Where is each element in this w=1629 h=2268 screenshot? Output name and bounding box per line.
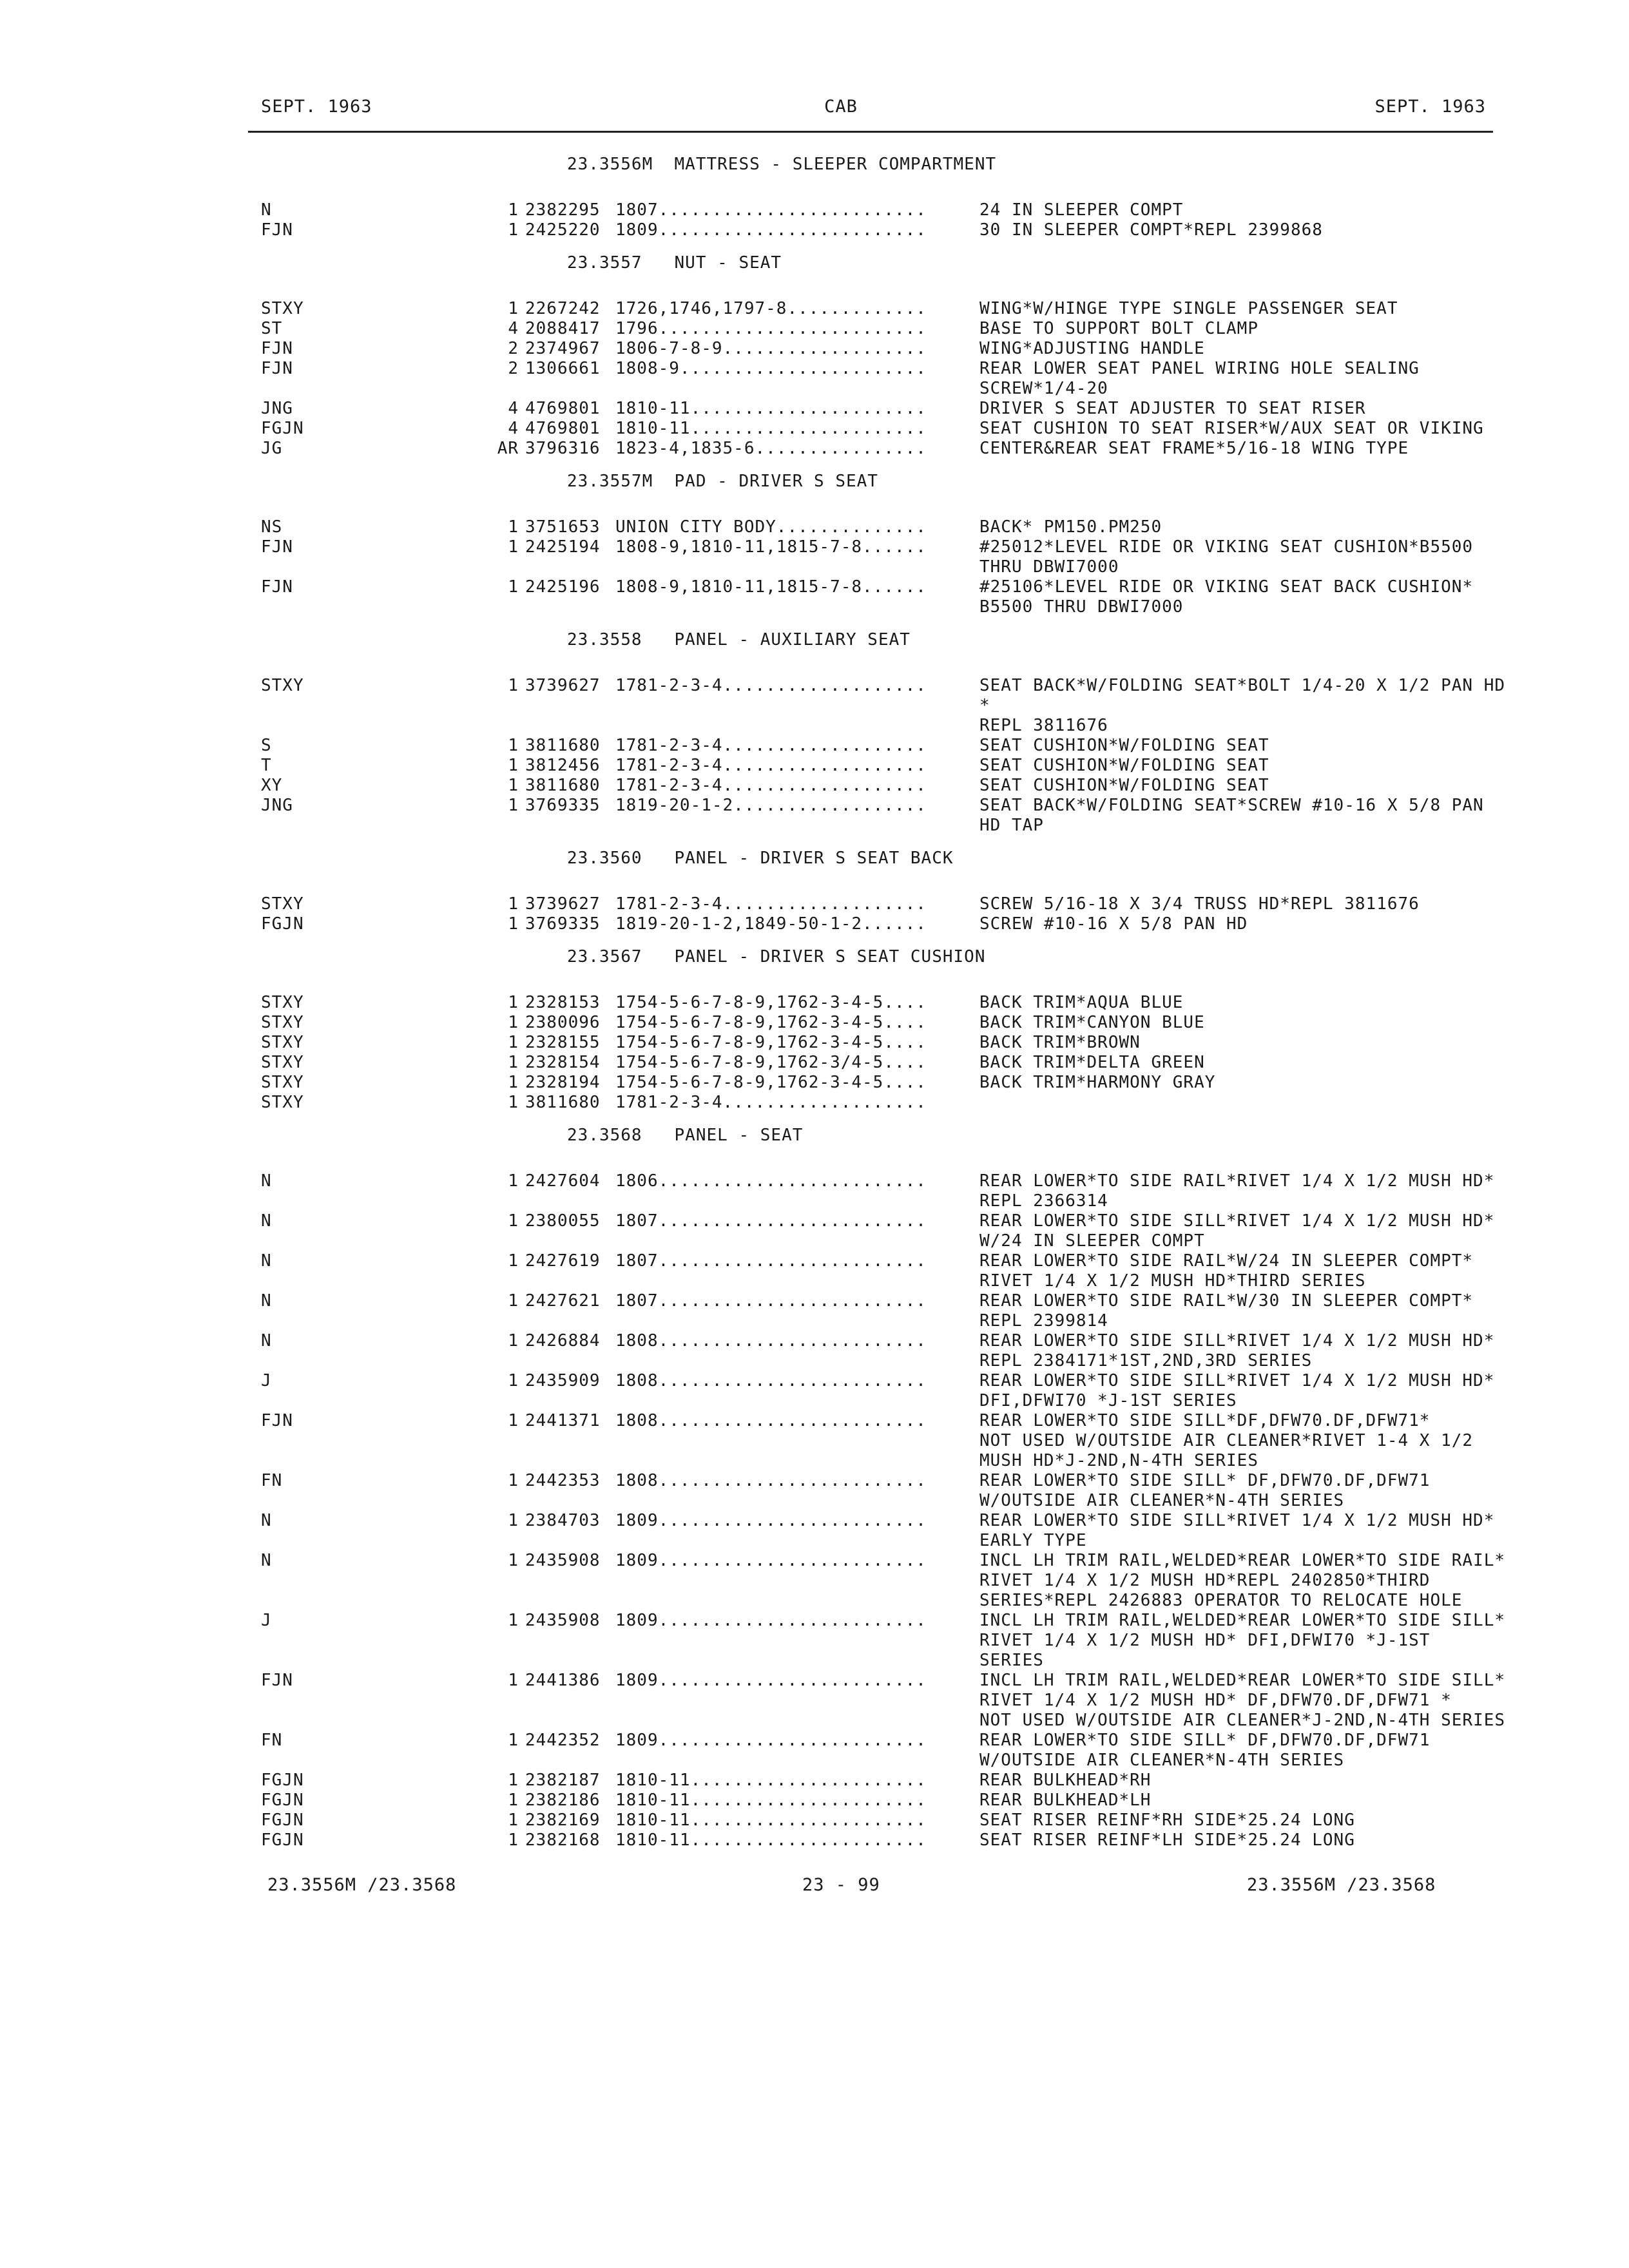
- part-entry: [261, 796, 1498, 836]
- description: #25106*LEVEL RIDE OR VIKING SEAT BACK CUSHION* B5500 THRU DBWI7000: [979, 577, 1474, 617]
- page-header: [0, 0, 1629, 142]
- description: SCREW #10-16 X 5/8 PAN HD: [979, 914, 1248, 934]
- description: REAR LOWER*TO SIDE SILL*RIVET 1/4 X 1/2 MUSH HD* EARLY TYPE: [979, 1511, 1495, 1550]
- part-number: 4769801: [525, 419, 601, 438]
- model-code: FGJN: [261, 914, 304, 934]
- model-code: J: [261, 1371, 272, 1390]
- quantity: AR: [497, 439, 519, 458]
- part-number: 2435909: [525, 1371, 601, 1390]
- model-usage: 1808.........................: [615, 1371, 927, 1390]
- part-number: 2426884: [525, 1331, 601, 1350]
- model-usage: 1809.........................: [615, 1611, 927, 1630]
- part-entry: [261, 577, 1498, 617]
- model-code: FGJN: [261, 1791, 304, 1810]
- quantity: 1: [508, 220, 519, 240]
- model-usage: 1807.........................: [615, 1251, 927, 1271]
- part-entry: [261, 1251, 1498, 1291]
- part-entry: [261, 299, 1498, 319]
- model-code: N: [261, 200, 272, 220]
- model-code: STXY: [261, 1033, 304, 1052]
- quantity: 1: [508, 1171, 519, 1191]
- section-title: 23.3568 PANEL - SEAT: [567, 1126, 804, 1145]
- quantity: 1: [508, 1053, 519, 1072]
- model-usage: 1808-9.......................: [615, 359, 927, 378]
- part-number: 2427604: [525, 1171, 601, 1191]
- description: REAR LOWER*TO SIDE RAIL*RIVET 1/4 X 1/2 MUSH HD* REPL 2366314: [979, 1171, 1495, 1211]
- quantity: 1: [508, 517, 519, 537]
- model-usage: 1808-9,1810-11,1815-7-8......: [615, 577, 927, 597]
- model-code: ST: [261, 319, 283, 338]
- part-entry: [261, 220, 1498, 240]
- model-usage: 1781-2-3-4...................: [615, 776, 927, 795]
- model-usage: 1810-11......................: [615, 1771, 927, 1790]
- description: REAR LOWER*TO SIDE SILL* DF,DFW70.DF,DFW71 W/OUTSIDE AIR CLEANER*N-4TH SERIES: [979, 1731, 1431, 1770]
- model-code: FGJN: [261, 1831, 304, 1850]
- description: CENTER&REAR SEAT FRAME*5/16-18 WING TYPE: [979, 439, 1409, 458]
- model-usage: 1819-20-1-2..................: [615, 796, 927, 815]
- part-number: 3739627: [525, 676, 601, 695]
- model-code: FJN: [261, 1671, 293, 1690]
- model-usage: 1809.........................: [615, 1731, 927, 1750]
- description: REAR LOWER*TO SIDE RAIL*W/24 IN SLEEPER COMPT* RIVET 1/4 X 1/2 MUSH HD*THIRD SERIES: [979, 1251, 1474, 1291]
- model-usage: 1781-2-3-4...................: [615, 676, 927, 695]
- model-code: FJN: [261, 359, 293, 378]
- description: 24 IN SLEEPER COMPT: [979, 200, 1184, 220]
- model-usage: 1819-20-1-2,1849-50-1-2......: [615, 914, 927, 934]
- part-number: 3751653: [525, 517, 601, 537]
- quantity: 4: [508, 399, 519, 418]
- description: BACK TRIM*CANYON BLUE: [979, 1013, 1205, 1032]
- part-entry: [261, 1211, 1498, 1251]
- part-number: 2328155: [525, 1033, 601, 1052]
- description: INCL LH TRIM RAIL,WELDED*REAR LOWER*TO SIDE SILL* RIVET 1/4 X 1/2 MUSH HD* DF,DFW70.DF,DFW71 * NOT USED W/OUTSIDE AIR CLEANER*J-2ND,N-4TH SERIES: [979, 1671, 1506, 1730]
- quantity: 1: [508, 1811, 519, 1830]
- description: SEAT BACK*W/FOLDING SEAT*SCREW #10-16 X 5/8 PAN HD TAP: [979, 796, 1484, 835]
- quantity: 1: [508, 736, 519, 755]
- part-number: 2425194: [525, 537, 601, 557]
- part-entry: [261, 1731, 1498, 1771]
- model-usage: 1808.........................: [615, 1331, 927, 1350]
- model-usage: 1754-5-6-7-8-9,1762-3-4-5....: [615, 1033, 927, 1052]
- part-number: 2425196: [525, 577, 601, 597]
- quantity: 1: [508, 537, 519, 557]
- description: SCREW 5/16-18 X 3/4 TRUSS HD*REPL 3811676: [979, 894, 1420, 914]
- part-entry: [261, 1831, 1498, 1850]
- model-usage: 1806.........................: [615, 1171, 927, 1191]
- description: SEAT CUSHION TO SEAT RISER*W/AUX SEAT OR VIKING: [979, 419, 1484, 438]
- part-entry: [261, 439, 1498, 459]
- description: BACK TRIM*BROWN: [979, 1033, 1141, 1052]
- model-code: FJN: [261, 339, 293, 358]
- part-number: 2382186: [525, 1791, 601, 1810]
- model-code: NS: [261, 517, 283, 537]
- model-usage: 1823-4,1835-6................: [615, 439, 927, 458]
- catalog-section: [261, 849, 1498, 934]
- quantity: 1: [508, 1411, 519, 1430]
- model-usage: 1810-11......................: [615, 419, 927, 438]
- header-date-right: SEPT. 1963: [1374, 97, 1486, 117]
- section-title: 23.3558 PANEL - AUXILIARY SEAT: [567, 630, 911, 649]
- description: SEAT CUSHION*W/FOLDING SEAT: [979, 776, 1269, 795]
- model-usage: 1781-2-3-4...................: [615, 1093, 927, 1112]
- part-entry: [261, 1511, 1498, 1551]
- quantity: 1: [508, 1073, 519, 1092]
- model-usage: 1810-11......................: [615, 1831, 927, 1850]
- part-entry: [261, 1033, 1498, 1053]
- part-number: 2442353: [525, 1471, 601, 1490]
- part-number: 2425220: [525, 220, 601, 240]
- model-code: N: [261, 1171, 272, 1191]
- quantity: 1: [508, 1371, 519, 1390]
- page-footer: [0, 1875, 1629, 1901]
- part-number: 2384703: [525, 1511, 601, 1530]
- quantity: 1: [508, 1551, 519, 1570]
- model-usage: 1810-11......................: [615, 1791, 927, 1810]
- description: BACK* PM150.PM250: [979, 517, 1162, 537]
- quantity: 1: [508, 200, 519, 220]
- model-usage: 1809.........................: [615, 1551, 927, 1570]
- quantity: 1: [508, 1771, 519, 1790]
- quantity: 1: [508, 1331, 519, 1350]
- model-code: FGJN: [261, 419, 304, 438]
- description: SEAT RISER REINF*RH SIDE*25.24 LONG: [979, 1811, 1355, 1830]
- description: SEAT CUSHION*W/FOLDING SEAT: [979, 756, 1269, 775]
- model-usage: 1809.........................: [615, 220, 927, 240]
- model-code: STXY: [261, 894, 304, 914]
- model-usage: 1781-2-3-4...................: [615, 894, 927, 914]
- model-code: JNG: [261, 399, 293, 418]
- header-date-left: SEPT. 1963: [261, 97, 372, 117]
- part-entry: [261, 1471, 1498, 1511]
- part-entry: [261, 200, 1498, 220]
- part-number: 2441371: [525, 1411, 601, 1430]
- part-number: 2267242: [525, 299, 601, 318]
- part-number: 2441386: [525, 1671, 601, 1690]
- model-usage: 1810-11......................: [615, 399, 927, 418]
- quantity: 1: [508, 1211, 519, 1231]
- part-number: 3811680: [525, 1093, 601, 1112]
- quantity: 1: [508, 1671, 519, 1690]
- description: #25012*LEVEL RIDE OR VIKING SEAT CUSHION*B5500 THRU DBWI7000: [979, 537, 1474, 577]
- quantity: 1: [508, 1291, 519, 1311]
- model-code: FGJN: [261, 1811, 304, 1830]
- description: REAR LOWER*TO SIDE SILL*RIVET 1/4 X 1/2 MUSH HD* DFI,DFWI70 *J-1ST SERIES: [979, 1371, 1495, 1410]
- part-entry: [261, 1013, 1498, 1033]
- part-number: 4769801: [525, 399, 601, 418]
- model-usage: 1796.........................: [615, 319, 927, 338]
- model-code: N: [261, 1511, 272, 1530]
- description: DRIVER S SEAT ADJUSTER TO SEAT RISER: [979, 399, 1366, 418]
- part-entry: [261, 359, 1498, 399]
- catalog-section: [261, 472, 1498, 617]
- part-number: 2374967: [525, 339, 601, 358]
- model-usage: 1809.........................: [615, 1671, 927, 1690]
- model-code: N: [261, 1251, 272, 1271]
- model-code: S: [261, 736, 272, 755]
- quantity: 1: [508, 756, 519, 775]
- description: REAR LOWER*TO SIDE SILL*RIVET 1/4 X 1/2 MUSH HD* REPL 2384171*1ST,2ND,3RD SERIES: [979, 1331, 1495, 1370]
- part-number: 3811680: [525, 776, 601, 795]
- part-entry: [261, 1611, 1506, 1671]
- part-entry: [261, 1073, 1498, 1093]
- model-code: FJN: [261, 1411, 293, 1430]
- quantity: 1: [508, 776, 519, 795]
- model-usage: 1726,1746,1797-8.............: [615, 299, 927, 318]
- model-code: FN: [261, 1731, 283, 1750]
- part-entry: [261, 1671, 1506, 1731]
- model-usage: 1808-9,1810-11,1815-7-8......: [615, 537, 927, 557]
- footer-range-right: 23.3556M /23.3568: [1247, 1875, 1436, 1895]
- part-entry: [261, 1811, 1498, 1831]
- part-number: 3812456: [525, 756, 601, 775]
- description: REAR LOWER*TO SIDE SILL*RIVET 1/4 X 1/2 MUSH HD* W/24 IN SLEEPER COMPT: [979, 1211, 1495, 1251]
- quantity: 1: [508, 1251, 519, 1271]
- part-number: 2328194: [525, 1073, 601, 1092]
- quantity: 1: [508, 299, 519, 318]
- part-number: 2328154: [525, 1053, 601, 1072]
- part-number: 2442352: [525, 1731, 601, 1750]
- quantity: 1: [508, 993, 519, 1012]
- model-code: STXY: [261, 1073, 304, 1092]
- model-usage: 1754-5-6-7-8-9,1762-3/4-5....: [615, 1053, 927, 1072]
- model-usage: 1808.........................: [615, 1411, 927, 1430]
- description: SEAT RISER REINF*LH SIDE*25.24 LONG: [979, 1831, 1355, 1850]
- quantity: 1: [508, 1611, 519, 1630]
- page-number: 23 - 99: [802, 1875, 880, 1895]
- part-entry: [261, 1371, 1498, 1411]
- part-number: 2435908: [525, 1611, 601, 1630]
- part-entry: [261, 1331, 1498, 1371]
- part-entry: [261, 736, 1498, 756]
- part-number: 2427621: [525, 1291, 601, 1311]
- parts-list: [261, 155, 1506, 1850]
- quantity: 1: [508, 914, 519, 934]
- model-usage: 1807.........................: [615, 200, 927, 220]
- catalog-section: [261, 253, 1498, 459]
- quantity: 1: [508, 894, 519, 914]
- description: INCL LH TRIM RAIL,WELDED*REAR LOWER*TO SIDE RAIL* RIVET 1/4 X 1/2 MUSH HD*REPL 2402850*THIRD SERIES*REPL 2426883 OPERATOR TO RELOCATE HOLE: [979, 1551, 1506, 1610]
- part-number: 1306661: [525, 359, 601, 378]
- description: REAR LOWER*TO SIDE SILL*DF,DFW70.DF,DFW71* NOT USED W/OUTSIDE AIR CLEANER*RIVET 1-4 X 1/2 MUSH HD*J-2ND,N-4TH SERIES: [979, 1411, 1474, 1470]
- description: REAR BULKHEAD*LH: [979, 1791, 1152, 1810]
- part-number: 3739627: [525, 894, 601, 914]
- part-number: 2380055: [525, 1211, 601, 1231]
- part-entry: [261, 419, 1498, 439]
- description: REAR BULKHEAD*RH: [979, 1771, 1152, 1790]
- part-entry: [261, 1093, 1498, 1113]
- description: BASE TO SUPPORT BOLT CLAMP: [979, 319, 1258, 338]
- part-entry: [261, 1791, 1498, 1811]
- model-code: N: [261, 1211, 272, 1231]
- model-code: J: [261, 1611, 272, 1630]
- model-usage: 1781-2-3-4...................: [615, 756, 927, 775]
- part-entry: [261, 676, 1506, 736]
- model-usage: 1806-7-8-9...................: [615, 339, 927, 358]
- part-entry: [261, 993, 1498, 1013]
- model-code: N: [261, 1331, 272, 1350]
- model-usage: 1808.........................: [615, 1471, 927, 1490]
- model-code: XY: [261, 776, 283, 795]
- model-usage: 1809.........................: [615, 1511, 927, 1530]
- description: BACK TRIM*DELTA GREEN: [979, 1053, 1205, 1072]
- quantity: 1: [508, 577, 519, 597]
- model-code: FJN: [261, 577, 293, 597]
- part-entry: [261, 1771, 1498, 1791]
- part-entry: [261, 756, 1498, 776]
- catalog-section: [261, 1126, 1506, 1850]
- description: WING*W/HINGE TYPE SINGLE PASSENGER SEAT: [979, 299, 1398, 318]
- part-entry: [261, 1171, 1498, 1211]
- quantity: 4: [508, 319, 519, 338]
- quantity: 1: [508, 1033, 519, 1052]
- model-code: FJN: [261, 537, 293, 557]
- description: REAR LOWER*TO SIDE RAIL*W/30 IN SLEEPER COMPT* REPL 2399814: [979, 1291, 1474, 1331]
- model-code: STXY: [261, 993, 304, 1012]
- part-number: 2382168: [525, 1831, 601, 1850]
- quantity: 2: [508, 359, 519, 378]
- part-number: 3796316: [525, 439, 601, 458]
- model-code: FJN: [261, 220, 293, 240]
- section-title: 23.3557 NUT - SEAT: [567, 253, 782, 273]
- part-entry: [261, 319, 1498, 339]
- part-number: 2382187: [525, 1771, 601, 1790]
- part-entry: [261, 537, 1498, 577]
- model-usage: 1754-5-6-7-8-9,1762-3-4-5....: [615, 1073, 927, 1092]
- part-number: 2427619: [525, 1251, 601, 1271]
- section-title: 23.3560 PANEL - DRIVER S SEAT BACK: [567, 849, 954, 868]
- catalog-section: [261, 630, 1506, 836]
- quantity: 1: [508, 676, 519, 695]
- model-usage: 1807.........................: [615, 1211, 927, 1231]
- part-number: 3769335: [525, 914, 601, 934]
- model-code: FGJN: [261, 1771, 304, 1790]
- model-code: JNG: [261, 796, 293, 815]
- quantity: 4: [508, 419, 519, 438]
- section-title: 23.3557M PAD - DRIVER S SEAT: [567, 472, 878, 491]
- part-entry: [261, 1053, 1498, 1073]
- model-usage: 1781-2-3-4...................: [615, 736, 927, 755]
- quantity: 1: [508, 796, 519, 815]
- quantity: 1: [508, 1791, 519, 1810]
- model-code: STXY: [261, 299, 304, 318]
- description: 30 IN SLEEPER COMPT*REPL 2399868: [979, 220, 1323, 240]
- description: WING*ADJUSTING HANDLE: [979, 339, 1205, 358]
- quantity: 2: [508, 339, 519, 358]
- part-entry: [261, 894, 1498, 914]
- catalog-section: [261, 947, 1498, 1113]
- part-number: 2380096: [525, 1013, 601, 1032]
- part-entry: [261, 399, 1498, 419]
- description: REAR LOWER*TO SIDE SILL* DF,DFW70.DF,DFW71 W/OUTSIDE AIR CLEANER*N-4TH SERIES: [979, 1471, 1431, 1510]
- model-code: STXY: [261, 1093, 304, 1112]
- model-code: T: [261, 756, 272, 775]
- footer-range-left: 23.3556M /23.3568: [267, 1875, 457, 1895]
- model-usage: 1810-11......................: [615, 1811, 927, 1830]
- description: INCL LH TRIM RAIL,WELDED*REAR LOWER*TO SIDE SILL* RIVET 1/4 X 1/2 MUSH HD* DFI,DFWI70 *J-1ST SERIES: [979, 1611, 1506, 1670]
- part-entry: [261, 1291, 1498, 1331]
- part-entry: [261, 517, 1498, 537]
- model-code: FN: [261, 1471, 283, 1490]
- model-code: N: [261, 1551, 272, 1570]
- part-number: 2435908: [525, 1551, 601, 1570]
- part-number: 3769335: [525, 796, 601, 815]
- quantity: 1: [508, 1013, 519, 1032]
- part-number: 3811680: [525, 736, 601, 755]
- part-entry: [261, 776, 1498, 796]
- part-number: 2382169: [525, 1811, 601, 1830]
- quantity: 1: [508, 1731, 519, 1750]
- model-usage: 1754-5-6-7-8-9,1762-3-4-5....: [615, 1013, 927, 1032]
- quantity: 1: [508, 1831, 519, 1850]
- description: BACK TRIM*AQUA BLUE: [979, 993, 1184, 1012]
- description: SEAT BACK*W/FOLDING SEAT*BOLT 1/4-20 X 1/2 PAN HD* REPL 3811676: [979, 676, 1506, 735]
- model-usage: 1807.........................: [615, 1291, 927, 1311]
- description: SEAT CUSHION*W/FOLDING SEAT: [979, 736, 1269, 755]
- part-number: 2382295: [525, 200, 601, 220]
- quantity: 1: [508, 1511, 519, 1530]
- model-usage: 1754-5-6-7-8-9,1762-3-4-5....: [615, 993, 927, 1012]
- part-entry: [261, 1411, 1498, 1471]
- header-rule: [248, 131, 1493, 133]
- part-number: 2088417: [525, 319, 601, 338]
- model-code: JG: [261, 439, 283, 458]
- quantity: 1: [508, 1093, 519, 1112]
- section-title: 23.3556M MATTRESS - SLEEPER COMPARTMENT: [567, 155, 997, 174]
- header-section-title: CAB: [824, 97, 858, 117]
- description: BACK TRIM*HARMONY GRAY: [979, 1073, 1216, 1092]
- part-number: 2328153: [525, 993, 601, 1012]
- model-code: STXY: [261, 1013, 304, 1032]
- catalog-section: [261, 155, 1498, 240]
- quantity: 1: [508, 1471, 519, 1490]
- model-usage: UNION CITY BODY..............: [615, 517, 927, 537]
- description: REAR LOWER SEAT PANEL WIRING HOLE SEALING SCREW*1/4-20: [979, 359, 1420, 398]
- part-entry: [261, 1551, 1506, 1611]
- model-code: STXY: [261, 676, 304, 695]
- model-code: N: [261, 1291, 272, 1311]
- part-entry: [261, 339, 1498, 359]
- section-title: 23.3567 PANEL - DRIVER S SEAT CUSHION: [567, 947, 986, 966]
- model-code: STXY: [261, 1053, 304, 1072]
- part-entry: [261, 914, 1498, 934]
